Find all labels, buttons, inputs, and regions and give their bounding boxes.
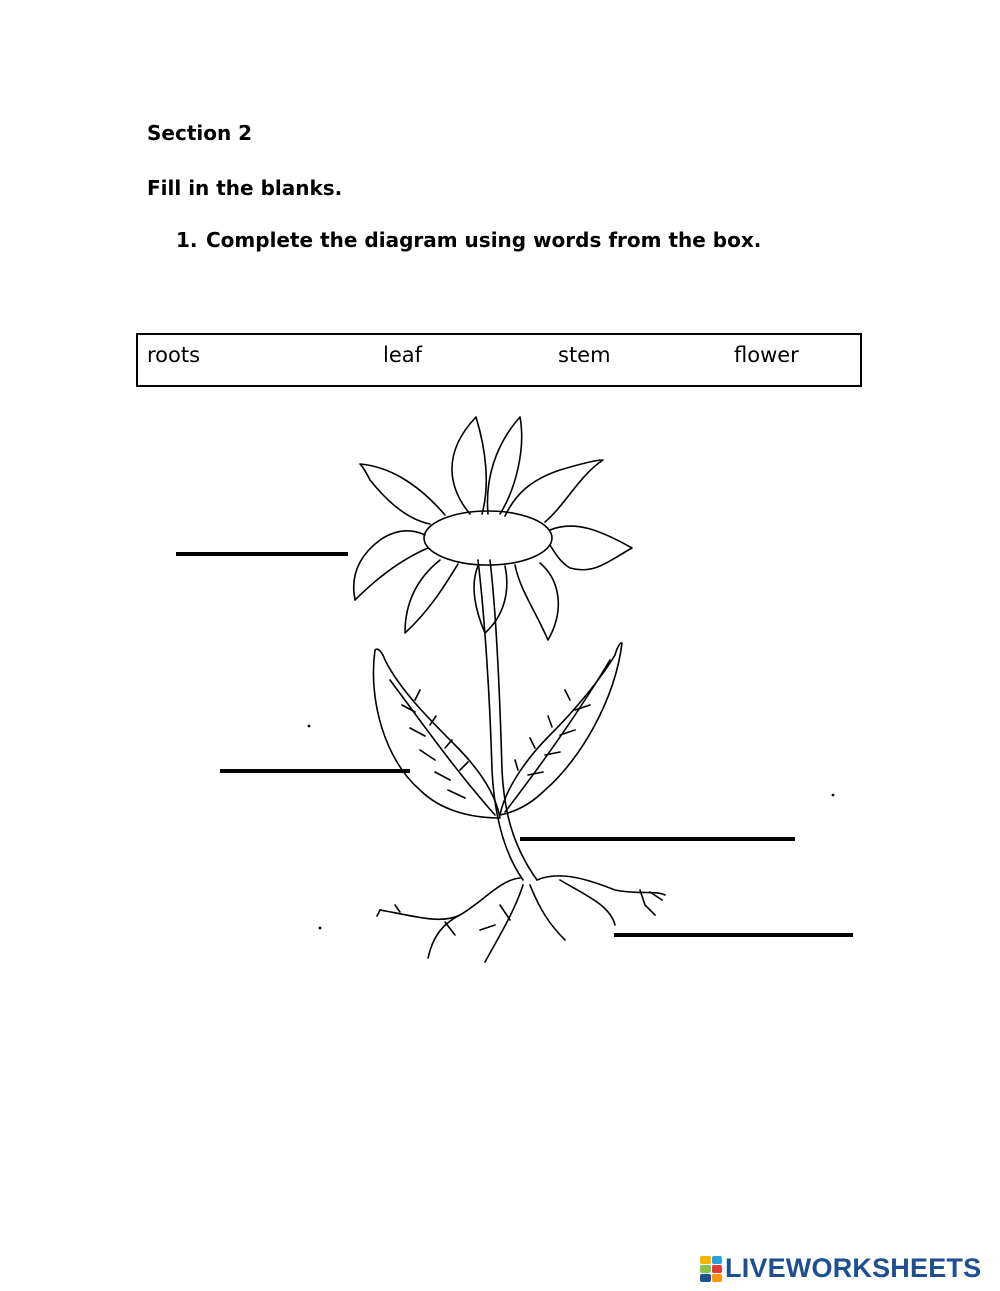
- liveworksheets-wordmark: LIVEWORKSHEETS: [725, 1253, 982, 1283]
- left-leaf: [373, 649, 500, 818]
- flower-petals: [354, 417, 632, 640]
- answer-blank-leaf[interactable]: [220, 769, 410, 773]
- answer-blank-stem[interactable]: [520, 837, 795, 841]
- section-title: Section 2: [147, 121, 253, 145]
- right-leaf: [500, 643, 622, 815]
- answer-blank-flower[interactable]: [176, 552, 348, 556]
- answer-blank-roots[interactable]: [614, 933, 853, 937]
- stray-dot: [319, 927, 320, 928]
- instruction-text: Fill in the blanks.: [147, 176, 343, 200]
- stray-dot: [832, 794, 833, 795]
- word-stem: stem: [558, 343, 611, 367]
- logo-square: [712, 1265, 723, 1273]
- question-text: Complete the diagram using words from the box.: [206, 228, 762, 252]
- logo-square: [700, 1274, 711, 1282]
- word-flower: flower: [734, 343, 799, 367]
- question-number: 1.: [176, 228, 198, 252]
- logo-square: [712, 1256, 723, 1264]
- word-leaf: leaf: [383, 343, 423, 367]
- flower-center: [424, 511, 552, 565]
- liveworksheets-logo-icon: [700, 1256, 722, 1282]
- logo-square: [700, 1256, 711, 1264]
- liveworksheets-brand: [700, 1253, 981, 1284]
- stray-dot: [308, 725, 309, 726]
- logo-square: [700, 1265, 711, 1273]
- logo-square: [712, 1274, 723, 1282]
- plant-roots: [377, 876, 665, 962]
- word-roots: roots: [147, 343, 201, 367]
- plant-stem: [478, 560, 537, 880]
